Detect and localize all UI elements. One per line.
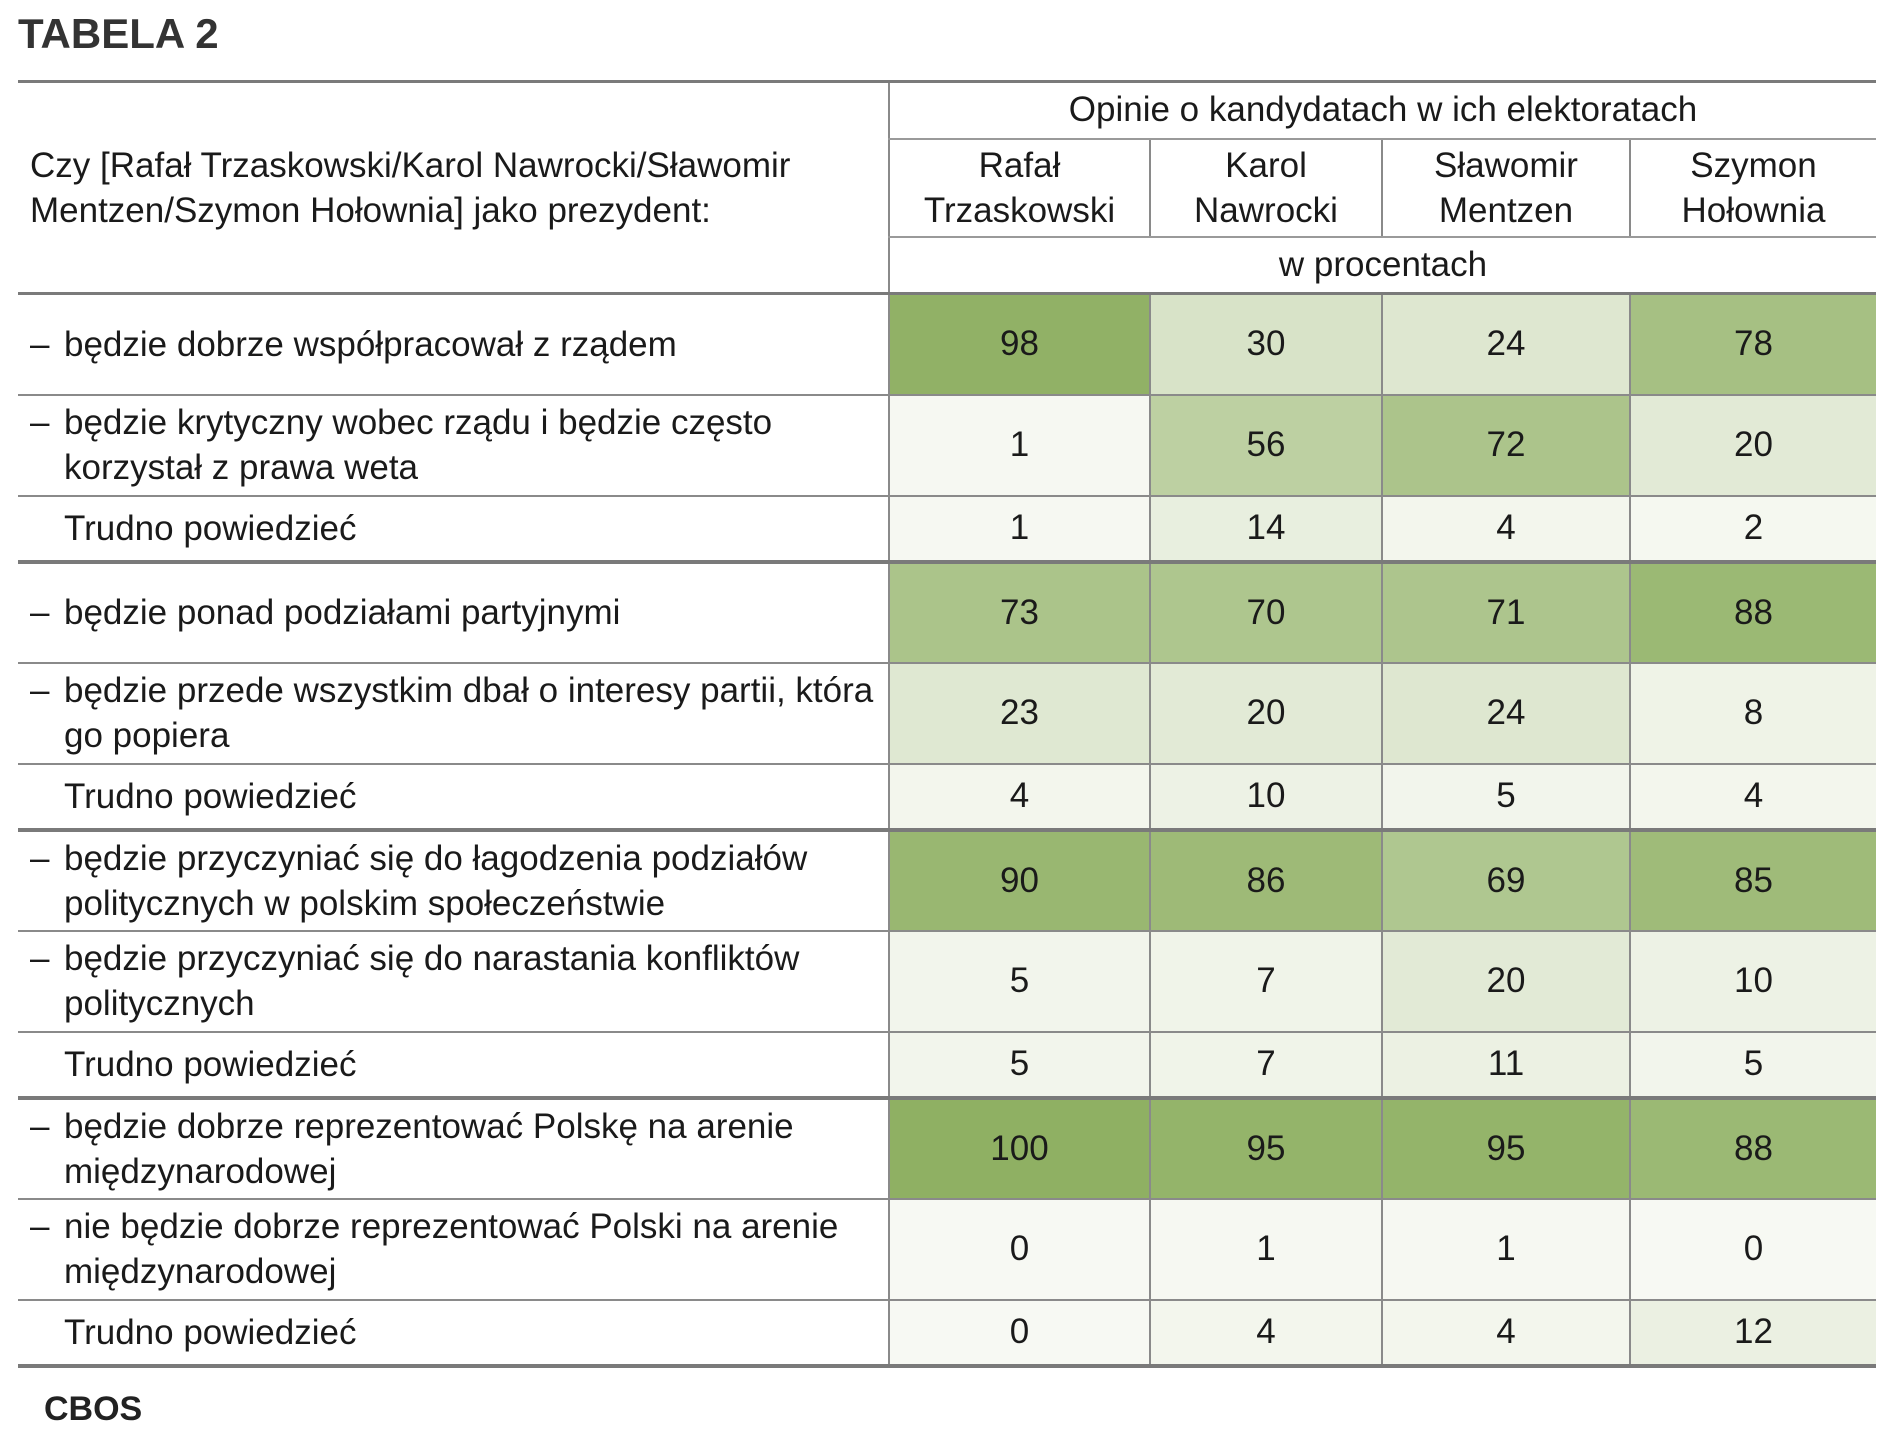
value-cell: 4 — [1382, 1300, 1630, 1366]
value-cell: 85 — [1630, 830, 1876, 931]
row-label — [18, 1199, 889, 1300]
candidate-header — [1382, 139, 1630, 237]
table-body — [18, 294, 1876, 1366]
value-cell: 1 — [889, 395, 1150, 496]
value-cell: 2 — [1630, 496, 1876, 562]
table-row — [18, 1199, 1876, 1300]
value-cell: 12 — [1630, 1300, 1876, 1366]
row-label-text: będzie krytyczny wobec rządu i będzie często korzystał z prawa weta — [64, 403, 773, 487]
table-row — [18, 663, 1876, 764]
value-cell: 70 — [1150, 562, 1382, 663]
candidate-first-name: Karol — [1225, 145, 1307, 185]
value-cell: 24 — [1382, 663, 1630, 764]
value-cell: 20 — [1382, 931, 1630, 1032]
row-label — [18, 496, 889, 562]
table-row — [18, 294, 1876, 395]
row-label — [18, 830, 889, 931]
value-cell: 10 — [1630, 931, 1876, 1032]
unit-header: w procentach — [889, 237, 1876, 294]
row-label-text: Trudno powiedzieć — [64, 1044, 357, 1084]
candidate-last-name: Trzaskowski — [923, 190, 1116, 230]
table-row — [18, 1098, 1876, 1199]
value-cell: 7 — [1150, 931, 1382, 1032]
table-row — [18, 496, 1876, 562]
value-cell: 5 — [1382, 764, 1630, 830]
candidate-header — [1150, 139, 1382, 237]
row-label — [18, 931, 889, 1032]
table-row — [18, 395, 1876, 496]
row-label-text: będzie dobrze współpracował z rządem — [64, 324, 677, 364]
group-header: Opinie o kandydatach w ich elektoratach — [889, 82, 1876, 139]
value-cell: 4 — [889, 764, 1150, 830]
value-cell: 5 — [889, 1032, 1150, 1098]
survey-table — [18, 80, 1876, 1368]
row-label — [18, 1300, 889, 1366]
value-cell: 73 — [889, 562, 1150, 663]
table-row — [18, 1300, 1876, 1366]
candidate-last-name: Hołownia — [1681, 190, 1826, 230]
value-cell: 5 — [889, 931, 1150, 1032]
value-cell: 78 — [1630, 294, 1876, 395]
row-label-text: będzie przyczyniać się do narastania konfliktów politycznych — [64, 939, 800, 1023]
row-label-text: Trudno powiedzieć — [64, 1312, 357, 1352]
candidate-first-name: Rafał — [978, 145, 1061, 185]
row-label-text: Trudno powiedzieć — [64, 508, 357, 548]
value-cell: 20 — [1150, 663, 1382, 764]
row-label — [18, 395, 889, 496]
table-row — [18, 562, 1876, 663]
value-cell: 98 — [889, 294, 1150, 395]
table-row — [18, 764, 1876, 830]
value-cell: 8 — [1630, 663, 1876, 764]
candidate-first-name: Szymon — [1690, 145, 1817, 185]
source-label: CBOS — [44, 1390, 143, 1428]
value-cell: 1 — [1382, 1199, 1630, 1300]
value-cell: 72 — [1382, 395, 1630, 496]
value-cell: 4 — [1630, 764, 1876, 830]
question-header: Czy [Rafał Trzaskowski/Karol Nawrocki/Sławomir Mentzen/Szymon Hołownia] jako prezydent: — [18, 82, 889, 294]
candidate-last-name: Nawrocki — [1194, 190, 1338, 230]
value-cell: 7 — [1150, 1032, 1382, 1098]
row-label-text: będzie dobrze reprezentować Polskę na arenie międzynarodowej — [64, 1106, 794, 1191]
value-cell: 0 — [1630, 1199, 1876, 1300]
value-cell: 30 — [1150, 294, 1382, 395]
value-cell: 20 — [1630, 395, 1876, 496]
row-label-text: będzie przyczyniać się do łagodzenia podziałów politycznych w polskim społeczeństwie — [64, 838, 808, 923]
value-cell: 88 — [1630, 562, 1876, 663]
row-dash: – — [30, 1207, 50, 1246]
value-cell: 56 — [1150, 395, 1382, 496]
row-label — [18, 1032, 889, 1098]
value-cell: 100 — [889, 1098, 1150, 1199]
value-cell: 11 — [1382, 1032, 1630, 1098]
row-label-text: będzie przede wszystkim dbał o interesy partii, która go popiera — [64, 671, 874, 755]
value-cell: 5 — [1630, 1032, 1876, 1098]
value-cell: 0 — [889, 1300, 1150, 1366]
candidate-last-name: Mentzen — [1438, 190, 1574, 230]
value-cell: 71 — [1382, 562, 1630, 663]
value-cell: 4 — [1382, 496, 1630, 562]
row-dash: – — [30, 1106, 50, 1146]
candidate-first-name: Sławomir — [1434, 145, 1578, 185]
row-dash: – — [30, 838, 50, 878]
value-cell: 0 — [889, 1199, 1150, 1300]
value-cell: 10 — [1150, 764, 1382, 830]
value-cell: 95 — [1382, 1098, 1630, 1199]
value-cell: 1 — [1150, 1199, 1382, 1300]
value-cell: 24 — [1382, 294, 1630, 395]
row-dash: – — [30, 671, 50, 710]
value-cell: 23 — [889, 663, 1150, 764]
table-row — [18, 830, 1876, 931]
table-row — [18, 931, 1876, 1032]
value-cell: 95 — [1150, 1098, 1382, 1199]
value-cell: 4 — [1150, 1300, 1382, 1366]
row-label — [18, 1098, 889, 1199]
value-cell: 86 — [1150, 830, 1382, 931]
value-cell: 14 — [1150, 496, 1382, 562]
value-cell: 1 — [889, 496, 1150, 562]
row-dash: – — [30, 403, 50, 442]
row-label — [18, 294, 889, 395]
candidate-header — [1630, 139, 1876, 237]
row-label-text: nie będzie dobrze reprezentować Polski na arenie międzynarodowej — [64, 1207, 839, 1291]
row-label-text: Trudno powiedzieć — [64, 776, 357, 816]
candidate-header — [889, 139, 1150, 237]
row-dash: – — [30, 324, 50, 364]
row-label — [18, 663, 889, 764]
value-cell: 69 — [1382, 830, 1630, 931]
row-label-text: będzie ponad podziałami partyjnymi — [64, 593, 621, 632]
table-row — [18, 1032, 1876, 1098]
row-label — [18, 764, 889, 830]
row-dash: – — [30, 939, 50, 978]
row-dash: – — [30, 593, 50, 632]
table-title: TABELA 2 — [18, 10, 219, 57]
row-label — [18, 562, 889, 663]
value-cell: 88 — [1630, 1098, 1876, 1199]
value-cell: 90 — [889, 830, 1150, 931]
